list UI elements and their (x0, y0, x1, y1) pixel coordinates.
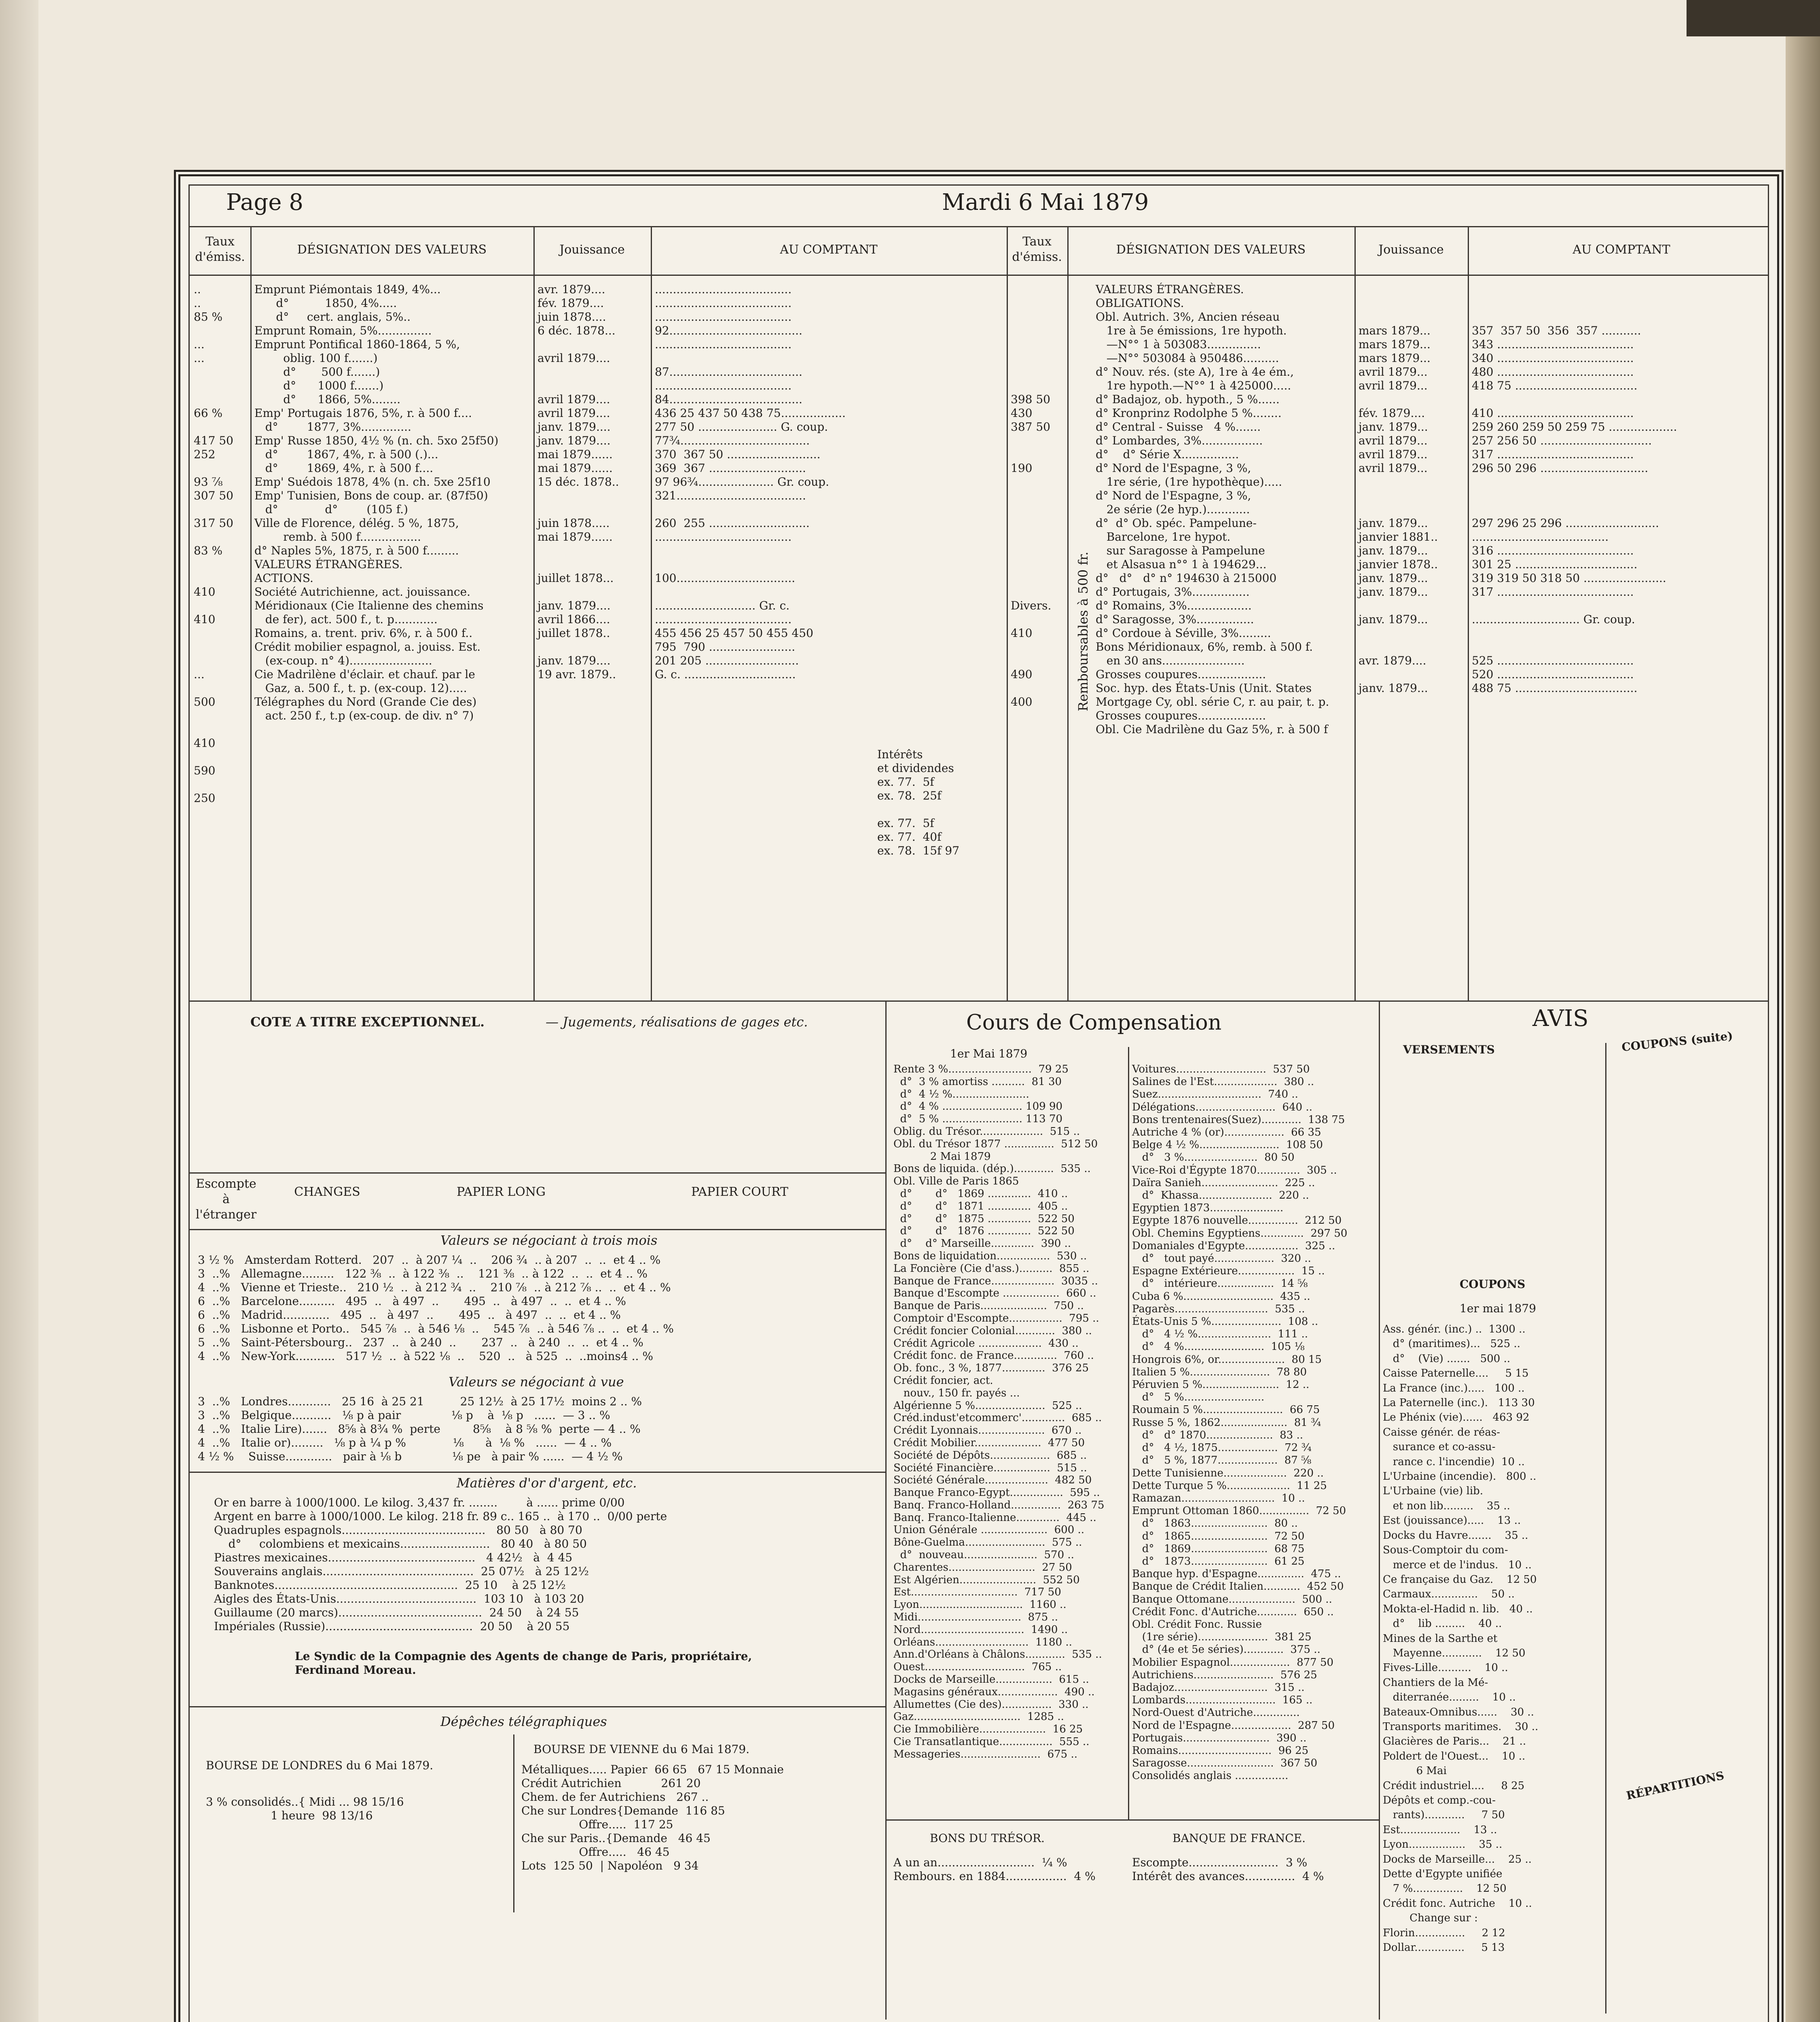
matieres-rows: Or en barre à 1000/1000. Le kilog. 3,437 fr. ........ à ...... prime 0/00 Argent en barre à 1000/1000. Le kilog. 218 fr. 89 c.. 165 .. à 170 .. 0/00 perte Quadruples espagnols........................................ 80 50 à 80 70 d° colombiens et mexicains......................... 80 40 à 80 50 Piastres mexicaines......................................... 4 42½ à 4 45 Souverains anglais.......................................... 25 07½ à 25 12½ Banknotes................................................... 25 10 à 25 12½ Aigles des États-Unis....................................... 103 10 à 103 20 Guillaume (20 marcs)........................................ 24 50 à 24 55 Impériales (Russie)......................................... 20 50 à 20 55 (214, 1496, 667, 1633)
compensation-title: Cours de Compensation (966, 1011, 1222, 1035)
left-prices-column: ...................................... ...................................... ...................................... 92..................................... ...................................... 87..................................... ...................................... 84..................................... 436 25 437 50 438 75.................. 277 50 ...................... G. coup. 77¾.................................... 370 367 50 .......................... 369 367 ........................... 97 96¾..................... Gr. coup. 321.................................... 260 255 ............................ ...................................... 100................................. ............................ Gr. c. ...................................... 455 456 25 457 50 455 450 795 790 ........................ 201 205 .......................... G. c. ............................... (655, 283, 846, 681)
left-jouissance-column: avr. 1879.... fév. 1879.... juin 1878.... 6 déc. 1878... avril 1879.... avril 1879.... avril 1879.... janv. 1879.... janv. 1879.... mai 1879...... mai 1879...... 15 déc. 1878.. juin 1878..... mai 1879...... juillet 1878... janv. 1879.... avril 1866.... juillet 1878.. janv. 1879.... 19 avr. 1879.. (538, 283, 619, 681)
versements-title: VERSEMENTS (1403, 1043, 1495, 1056)
banque-title: BANQUE DE FRANCE. (1172, 1832, 1306, 1845)
coupons-date: 1er mai 1879 (1460, 1302, 1536, 1315)
header-comptant-left: AU COMPTANT (780, 243, 878, 257)
papier-court-header: PAPIER COURT (691, 1185, 789, 1199)
cote-subtitle: — Jugements, réalisations de gages etc. (546, 1014, 808, 1030)
changes-sub1: Valeurs se négociant à trois mois (440, 1233, 658, 1248)
bons-rows: A un an........................... ¼ % Rembours. en 1884................. 4 % (893, 1856, 1096, 1883)
header-designation-left: DÉSIGNATION DES VALEURS (297, 243, 487, 257)
bourse-vienne: BOURSE DE VIENNE du 6 Mai 1879. (533, 1743, 750, 1756)
header-jouissance-left: Jouissance (559, 243, 625, 257)
compensation-date: 1er Mai 1879 (950, 1047, 1028, 1060)
changes-escompte-header: Escompte à l'étranger (195, 1177, 257, 1222)
matieres-title: Matières d'or d'argent, etc. (457, 1475, 637, 1491)
shadow (1687, 0, 1820, 36)
changes-sub2: Valeurs se négociant à vue (449, 1374, 624, 1390)
coupons-rows: Ass. génér. (inc.) .. 1300 .. d° (maritimes)... 525 .. d° (Vie) ....... 500 .. Caisse Paternelle.... 5 15 La France (inc.)..... 100 .. La Paternelle (inc.). 113 30 Le Phénix (vie)...... 463 92 Caisse génér. de réas- surance et co-assu- rance c. l'incendie) 10 .. L'Urbaine (incendie). 800 .. L'Urbaine (vie) lib. et non lib......... 35 .. Est (jouissance)..... 13 .. Docks du Havre....... 35 .. Sous-Comptoir du com- merce et de l'indus. 10 .. Ce française du Gaz. 12 50 Carmaux.............. 50 .. Mokta-el-Hadid n. lib. 40 .. d° lib ......... 40 .. Mines de la Sarthe et Mayenne............ 12 50 Fives-Lille.......... 10 .. Chantiers de la Mé- diterranée......... 10 .. Bateaux-Omnibus...... 30 .. Transports maritimes. 30 .. Glacières de Paris... 21 .. Poldert de l'Ouest... 10 .. 6 Mai Crédit industriel.... 8 25 Dépôts et comp.-cou- rants)............ 7 50 Est.................. 13 .. Lyon................. 35 .. Docks de Marseille... 25 .. Dette d'Egypte unifiée 7 %............... 12 50 Crédit fonc. Autriche 10 .. Change sur : Florin............... 2 12 Dollar............... 5 13 (1383, 1323, 1539, 1954)
coupons-suite-title: COUPONS (suite) (1621, 1029, 1734, 1054)
banque-rows: Escompte......................... 3 % Intérêt des avances.............. 4 % (1132, 1856, 1324, 1883)
compensation-col1: Rente 3 %......................... 79 25 d° 3 % amortiss .......... 81 30 d° 4 ½ %....................... d° 4 % ........................ 109 90 d° 5 % ........................ 113 70 Oblig. du Trésor................... 515 .. Obl. du Trésor 1877 ............... 512 50 2 Mai 1879 Bons de liquida. (dép.)............ 535 .. Obl. Ville de Paris 1865 d° d° 1869 ............. 410 .. d° d° 1871 ............. 405 .. d° d° 1875 ............. 522 50 d° d° 1876 ............. 522 50 d° d° Marseille............. 390 .. Bons de liquidation................ 530 .. La Foncière (Cie d'ass.).......... 855 .. Banque de France................... 3035 .. Banque d'Escompte ................. 660 .. Banque de Paris.................... 750 .. Comptoir d'Escompte................ 795 .. Crédit foncier Colonial............ 380 .. Crédit Agricole ................... 430 .. Crédit fonc. de France............. 760 .. Ob. fonc., 3 %, 1877............. 376 25 Crédit foncier, act. nouv., 150 fr. payés ... Algérienne 5 %..................... 525 .. Créd.indust'etcommerc'............. 685 .. Crédit Lyonnais.................... 670 .. Crédit Mobilier.................... 477 50 Société de Dépôts.................. 685 .. Société Financière................. 515 .. Société Générale................... 482 50 Banque Franco-Egypt................ 595 .. Banq. Franco-Holland............... 263 75 Banq. Franco-Italienne............. 445 .. Union Générale .................... 600 .. Bône-Guelma........................ 575 .. d° nouveau...................... 570 .. Charentes.......................... 27 50 Est Algérien....................... 552 50 Est................................ 717 50 Lyon............................... 1160 .. Midi............................... 875 .. Nord............................... 1490 .. Orléans............................ 1180 .. Ann.d'Orléans à Châlons............ 535 .. Ouest.............................. 765 .. Docks de Marseille................. 615 .. Magasins généraux.................. 490 .. Allumettes (Cie des)............... 330 .. Gaz................................ 1285 .. Cie Immobilière.................... 16 25 Cie Transatlantique................ 555 .. Messageries........................ 675 .. (893, 1063, 1105, 1760)
consolides: 3 % consolidés..{ Midi ... 98 15/16 1 heure 98 13/16 (206, 1795, 404, 1822)
changes-header: CHANGES (294, 1185, 360, 1199)
changes-rows-trois-mois: 3 ½ % Amsterdam Rotterd. 207 .. à 207 ¼ .. 206 ¾ .. à 207 .. .. et 4 .. % 3 ..% Allemagne......... 122 ⅜ .. à 122 ⅜ .. 121 ⅜ .. à 122 .. .. et 4 .. % 4 ..% Vienne et Trieste.. 210 ½ .. à 212 ¾ .. 210 ⅞ .. à 212 ⅞ .. .. et 4 .. % 6 ..% Barcelone.......... 495 .. à 497 .. 495 .. à 497 .. .. et 4 .. % 6 ..% Madrid............. 495 .. à 497 .. 495 .. à 497 .. .. et 4 .. % 6 ..% Lisbonne et Porto.. 545 ⅞ .. à 546 ⅛ .. 545 ⅞ .. à 546 ⅞ .. .. et 4 .. % 5 ..% Saint-Pétersbourg.. 237 .. à 240 .. 237 .. à 240 .. .. et 4 .. % 4 ..% New-York........... 517 ½ .. à 522 ⅛ .. 520 .. à 525 .. ..moins4 .. % (198, 1253, 674, 1363)
left-taux-column: .. .. 85 % ... ... 66 % 417 50 252 93 ⅞ 307 50 317 50 83 % 410 410 ... 500 410 590 250 (194, 283, 233, 805)
right-jouissance-column: mars 1879... mars 1879... mars 1879... avril 1879... avril 1879... fév. 1879.... janv. 1879... avril 1879... avril 1879... avril 1879... janv. 1879... janvier 1881.. janv. 1879... janvier 1878.. janv. 1879... janv. 1879... janv. 1879... avr. 1879.... janv. 1879... (1359, 324, 1438, 695)
book-binding (0, 0, 38, 2022)
header-jouissance-right: Jouissance (1378, 243, 1444, 257)
page-frame (188, 184, 1769, 2022)
bourse-londres: BOURSE DE LONDRES du 6 Mai 1879. (206, 1759, 434, 1772)
remboursables-label: Remboursables à 500 fr. (1075, 551, 1091, 711)
compensation-col2: Voitures........................... 537 50 Salines de l'Est................... 380 .. Suez............................... 740 .. Délégations........................ 640 .. Bons trentenaires(Suez)............ 138 75 Autriche 4 % (or).................. 66 35 Belge 4 ½ %........................ 108 50 d° 3 %...................... 80 50 Vice-Roi d'Égypte 1870............. 305 .. Daïra Sanieh....................... 225 .. d° Khassa...................... 220 .. Egyptien 1873...................... Egypte 1876 nouvelle............... 212 50 Obl. Chemins Egyptiens............. 297 50 Domaniales d'Egypte................ 325 .. d° tout payé.................. 320 .. Espagne Extérieure................. 15 .. d° intérieure................. 14 ⅝ Cuba 6 %........................... 435 .. Pagarès............................ 535 .. États-Unis 5 %..................... 108 .. d° 4 ½ %...................... 111 .. d° 4 %........................ 105 ⅛ Hongrois 6%, or.................... 80 15 Italien 5 %........................ 78 80 Péruvien 5 %....................... 12 .. d° 5 %........................ Roumain 5 %........................ 66 75 Russe 5 %, 1862.................... 81 ¾ d° d° 1870.................... 83 .. d° 4 ½, 1875.................. 72 ¾ d° 5 %, 1877.................. 87 ⅝ Dette Tunisienne................... 220 .. Dette Turque 5 %................... 11 25 Ramazan............................ 10 .. Emprunt Ottoman 1860............... 72 50 d° 1863....................... 80 .. d° 1865....................... 72 50 d° 1869....................... 68 75 d° 1873....................... 61 25 Banque hyp. d'Espagne.............. 475 .. Banque de Crédit Italien........... 452 50 Banque Ottomane.................... 500 .. Crédit Fonc. d'Autriche............ 650 .. Obl. Crédit Fonc. Russie (1re série)..................... 381 25 d° (4e et 5e séries)............ 375 .. Mobilier Espagnol.................. 877 50 Autrichiens........................ 576 25 Badajoz............................ 315 .. Lombards........................... 165 .. Nord-Ouest d'Autriche.............. Nord de l'Espagne.................. 287 50 Portugais.......................... 390 .. Romains............................ 96 25 Saragosse.......................... 367 50 Consolidés anglais ................ (1132, 1063, 1348, 1782)
interets-column: Intérêts et dividendes ex. 77. 5f ex. 78. 25f ex. 77. 5f ex. 77. 40f ex. 78. 15f 97 (877, 748, 960, 857)
cote-title: COTE A TITRE EXCEPTIONNEL. (250, 1014, 485, 1030)
repartitions-title: RÉPARTITIONS (1625, 1768, 1725, 1803)
header-comptant-right: AU COMPTANT (1572, 243, 1670, 257)
left-designation-column: Emprunt Piémontais 1849, 4%... d° 1850, 4%..... d° cert. anglais, 5%.. Emprunt Romain, 5%............... Emprunt Pontifical 1860-1864, 5 %, oblig. 100 f.......) d° 500 f.......) d° 1000 f.......) d° 1866, 5%........ Emp' Portugais 1876, 5%, r. à 500 f.... d° 1877, 3%.............. Emp' Russe 1850, 4½ % (n. ch. 5xo 25f50) d° 1867, 4%, r. à 500 (.)... d° 1869, 4%, r. à 500 f.... Emp' Suédois 1878, 4% (n. ch. 5xe 25f10 Emp' Tunisien, Bons de coup. ar. (87f50) d° d° (105 f.) Ville de Florence, délég. 5 %, 1875, remb. à 500 f................. d° Naples 5%, 1875, r. à 500 f......... VALEURS ÉTRANGÈRES. ACTIONS. Société Autrichienne, act. jouissance. Méridionaux (Cie Italienne des chemins de fer), act. 500 f., t. p............ Romains, a. trent. priv. 6%, r. à 500 f.. Crédit mobilier espagnol, a. jouiss. Est. (ex-coup. n° 4)....................... Cie Madrilène d'éclair. et chauf. par le Gaz, a. 500 f., t. p. (ex-coup. 12)..... Télégraphes du Nord (Grande Cie des) act. 250 f., t.p (ex-coup. de div. n° 7) (254, 283, 499, 722)
syndic-text: Le Syndic de la Compagnie des Agents de change de Paris, propriétaire, Ferdinand Moreau. (295, 1650, 752, 1677)
page-number: Page 8 (226, 189, 303, 216)
header-taux-right: Taux d'émiss. (1012, 235, 1062, 264)
page-date: Mardi 6 Mai 1879 (942, 189, 1149, 216)
right-prices-column: 357 357 50 356 357 ........... 343 ...................................... 340 ...................................... 480 ...................................... 418 75 .................................. 410 ...................................... 259 260 259 50 259 75 ................... 257 256 50 ............................... 317 ...................................... 296 50 296 .............................. 297 296 25 296 .......................... ...................................... 316 ...................................... 301 25 .................................. 319 319 50 318 50 ....................... 317 ...................................... .............................. Gr. coup. 525 ...................................... 520 ...................................... 488 75 .................................. (1472, 324, 1677, 695)
avis-title: AVIS (1532, 1005, 1589, 1032)
header-designation-right: DÉSIGNATION DES VALEURS (1116, 243, 1306, 257)
right-designation-column: VALEURS ÉTRANGÈRES. OBLIGATIONS. Obl. Autrich. 3%, Ancien réseau 1re à 5e émissions, 1re hypoth. —N°° 1 à 503083............... —N°° 503084 à 950486.......... d° Nouv. rés. (ste A), 1re à 4e ém., 1re hypoth.—N°° 1 à 425000..... d° Badajoz, ob. hypoth., 5 %...... d° Kronprinz Rodolphe 5 %........ d° Central - Suisse 4 %....... d° Lombardes, 3%................. d° d° Série X................ d° Nord de l'Espagne, 3 %, 1re série, (1re hypothèque)..... d° Nord de l'Espagne, 3 %, 2e série (2e hyp.)............ d° d° Ob. spéc. Pampelune- Barcelone, 1re hypot. sur Saragosse à Pampelune et Alsasua n°° 1 à 194629... d° d° d° n° 194630 à 215000 d° Portugais, 3%................ d° Romains, 3%.................. d° Saragosse, 3%................ d° Cordoue à Séville, 3%......... Bons Méridionaux, 6%, remb. à 500 f. en 30 ans....................... Grosses coupures................... Soc. hyp. des États-Unis (Unit. States Mortgage Cy, obl. série C, r. au pair, t. p. Grosses coupures................... Obl. Cie Madrilène du Gaz 5%, r. à 500 f (1096, 283, 1329, 736)
coupons-title: COUPONS (1460, 1277, 1526, 1291)
newspaper-page (174, 170, 1784, 2022)
papier-long-header: PAPIER LONG (457, 1185, 546, 1199)
bons-title: BONS DU TRÉSOR. (930, 1832, 1045, 1845)
book-spine (1786, 0, 1820, 2022)
depeches-title: Dépêches télégraphiques (440, 1714, 607, 1729)
changes-rows-vue: 3 ..% Londres............ 25 16 à 25 21 25 12½ à 25 17½ moins 2 .. % 3 ..% Belgique........... ⅛ p à pair ⅛ p à ⅛ p ...... — 3 .. % 4 ..% Italie Lire)....... 8⅝ à 8¾ % perte 8⅝ à 8 ⅝ % perte — 4 .. % 4 ..% Italie or)......... ⅛ p à ¼ p % ⅛ à ⅛ % ...... — 4 .. % 4 ½ % Suisse............. pair à ⅛ b ⅛ pe à pair % ...... — 4 ½ % (198, 1395, 642, 1463)
vienne-rows: Métalliques..... Papier 66 65 67 15 Monnaie Crédit Autrichien 261 20 Chem. de fer Autrichiens 267 .. Che sur Londres{Demande 116 85 Offre..... 117 25 Che sur Paris..{Demande 46 45 Offre..... 46 45 Lots 125 50 | Napoléon 9 34 (521, 1763, 784, 1872)
right-taux-column: 398 50 430 387 50 190 Divers. 410 490 400 (1011, 393, 1052, 709)
header-taux-left: Taux d'émiss. (195, 235, 245, 264)
